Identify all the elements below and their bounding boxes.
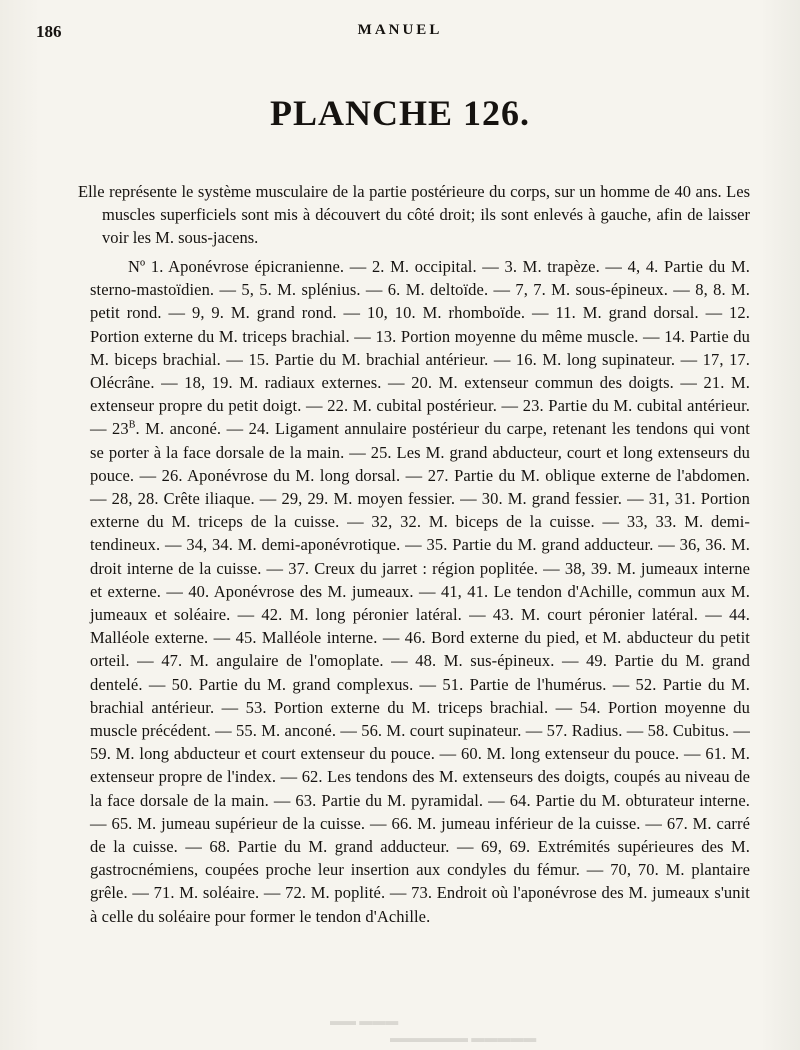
legend-text-continued: . M. anconé. — 24. Ligament annulaire postérieur du carpe, retenant les tendons qui vont se porter à la face dorsale de la main. — 25. Les M. grand abducteur, court et long extenseurs du pouce. — 26. Aponévrose du M. long dorsal. — 27. Partie du M. oblique externe de l'abdomen. — 28, 28. Crête iliaque. — 29, 29. M. moyen fessier. — 30. M. grand fessier. — 31, 31. Portion externe du M. triceps de la cuisse. — 32, 32. M. biceps de la cuisse. — 33, 33. M. demi-tendineux. — 34, 34. M. demi-aponévrotique. — 35. Partie du M. grand adducteur. — 36, 36. M. droit interne de la cuisse. — 37. Creux du jarret : région poplitée. — 38, 39. M. jumeaux interne et externe. — 40. Aponévrose des M. jumeaux. — 41, 41. Le tendon d'Achille, commun aux M. jumeaux et soléaire. — 42. M. long péronier latéral. — 43. M. court péronier latéral. — 44. Malléole externe. — 45. Malléole interne. — 46. Bord externe du pied, et M. abducteur du petit orteil. — 47. M. angulaire de l'omoplate. — 48. M. sus-épineux. — 49. Partie du M. grand dentelé. — 50. Partie du M. grand complexus. — 51. Partie de l'humérus. — 52. Partie du M. brachial antérieur. — 53. Portion externe du M. triceps brachial. — 54. Portion moyenne du muscle précédent. — 55. M. anconé. — 56. M. court supinateur. — 57. Radius. — 58. Cubitus. — 59. M. long abducteur et court extenseur du pouce. — 60. M. long extenseur du pouce. — 61. M. extenseur propre de l'index. — 62. Les tendons des M. extenseurs des doigts, coupés au niveau de la face dorsale de la main. — 63. Partie du M. pyramidal. — 64. Partie du M. obturateur interne. — 65. M. jumeau supérieur de la cuisse. — 66. M. jumeau inférieur de la cuisse. — 67. M. carré de la cuisse. — 68. Partie du M. grand adducteur. — 69, 69. Extrémités supérieures des M. gastrocnémiens, coupées proche leur insertion aux condyles du fémur. — 70, 70. M. plantaire grêle. — 71. M. soléaire. — 72. M. poplité. — 73. Endroit où l'aponévrose des M. jumeaux s'unit à celle du soléaire pour former le tendon d'Achille.	[90, 419, 750, 926]
plate-title: PLANCHE 126.	[269, 93, 530, 133]
intro-paragraph: Elle représente le système musculaire de la partie postérieure du corps, sur un homme de 40 ans. Les muscles superficiels sont mis à découvert du côté droit; ils sont enlevés à gauche, afin de laisser voir les M. sous-jacens.	[78, 182, 750, 248]
legend-text: Nº 1. Aponévrose épicranienne. — 2. M. occipital. — 3. M. trapèze. — 4, 4. Partie du M. sterno-mastoïdien. — 5, 5. M. splénius. — 6. M. deltoïde. — 7, 7. M. sous-épineux. — 8, 8. M. petit rond. — 9, 9. M. grand rond. — 10, 10. M. rhomboïde. — 11. M. grand dorsal. — 12. Portion externe du M. triceps brachial. — 13. Portion moyenne du même muscle. — 14. Partie du M. biceps brachial. — 15. Partie du M. brachial antérieur. — 16. M. long supinateur. — 17, 17. Olécrâne. — 18, 19. M. radiaux externes. — 20. M. extenseur commun des doigts. — 21. M. extenseur propre du petit doigt. — 22. M. cubital postérieur. — 23. Partie du M. cubital antérieur. — 23	[90, 257, 750, 439]
legend-superscript: B	[128, 419, 136, 431]
running-title: MANUEL	[357, 22, 443, 38]
page-number: 186	[36, 22, 62, 41]
legend-paragraph	[90, 255, 750, 928]
bleed-through-mark: ▬▬▬▬▬ ▬▬▬▬▬▬	[390, 1030, 537, 1045]
bleed-through-mark: ▬▬▬ ▬▬	[330, 1013, 399, 1028]
